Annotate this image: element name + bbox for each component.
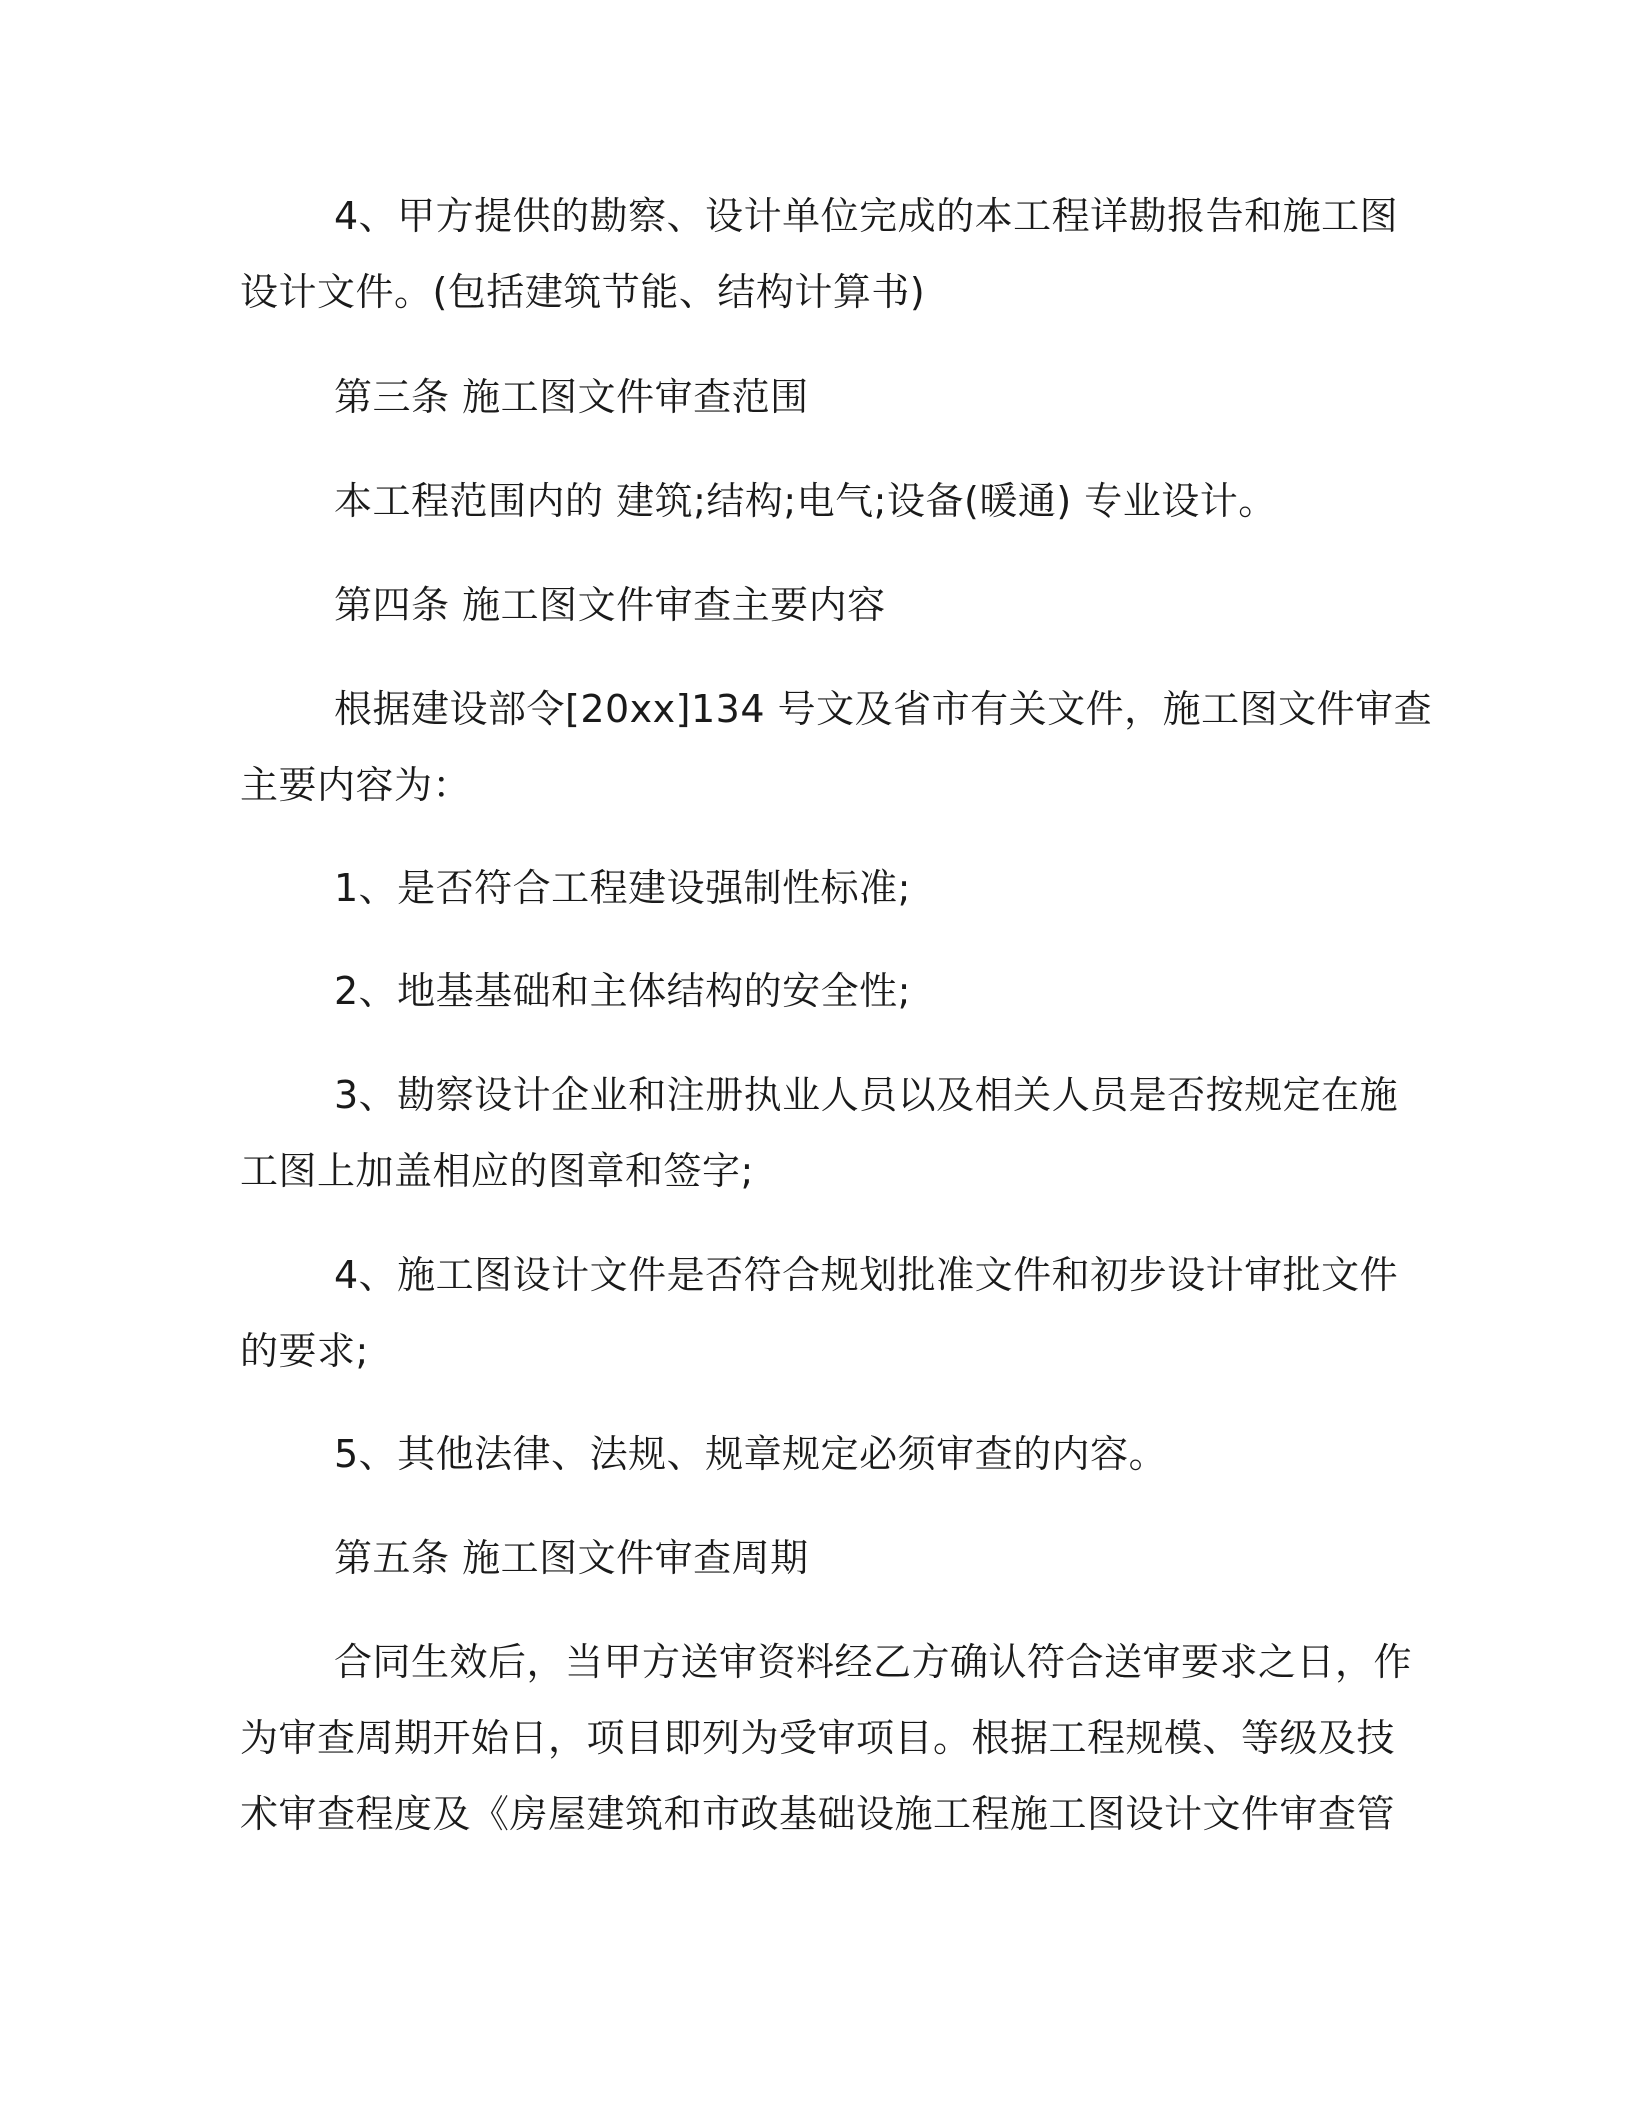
article-heading: 第四条 施工图文件审查主要内容 [334,583,886,627]
article-heading: 第五条 施工图文件审查周期 [334,1536,809,1580]
article-heading: 第三条 施工图文件审查范围 [334,375,809,419]
paragraph-line: 主要内容为： [240,763,472,807]
list-item: 5、其他法律、法规、规章规定必须审查的内容。 [334,1432,1168,1476]
paragraph-line: 4、甲方提供的勘察、设计单位完成的本工程详勘报告和施工图 [334,194,1399,238]
list-item: 工图上加盖相应的图章和签字; [240,1149,754,1193]
list-item: 2、地基基础和主体结构的安全性; [334,969,911,1013]
paragraph-line: 根据建设部令[20xx]134 号文及省市有关文件，施工图文件审查 [334,687,1433,731]
list-item: 4、施工图设计文件是否符合规划批准文件和初步设计审批文件 [334,1253,1399,1297]
list-item: 的要求; [240,1329,369,1373]
paragraph-line: 本工程范围内的 建筑;结构;电气;设备(暖通) 专业设计。 [334,479,1277,523]
list-item: 1、是否符合工程建设强制性标准; [334,866,911,910]
paragraph-line: 为审查周期开始日，项目即列为受审项目。根据工程规模、等级及技 [240,1716,1396,1760]
paragraph-line: 合同生效后，当甲方送审资料经乙方确认符合送审要求之日，作 [334,1640,1413,1684]
paragraph-line: 设计文件。(包括建筑节能、结构计算书) [240,270,926,314]
list-item: 3、勘察设计企业和注册执业人员以及相关人员是否按规定在施 [334,1073,1399,1117]
paragraph-line: 术审查程度及《房屋建筑和市政基础设施工程施工图设计文件审查管 [240,1792,1396,1836]
